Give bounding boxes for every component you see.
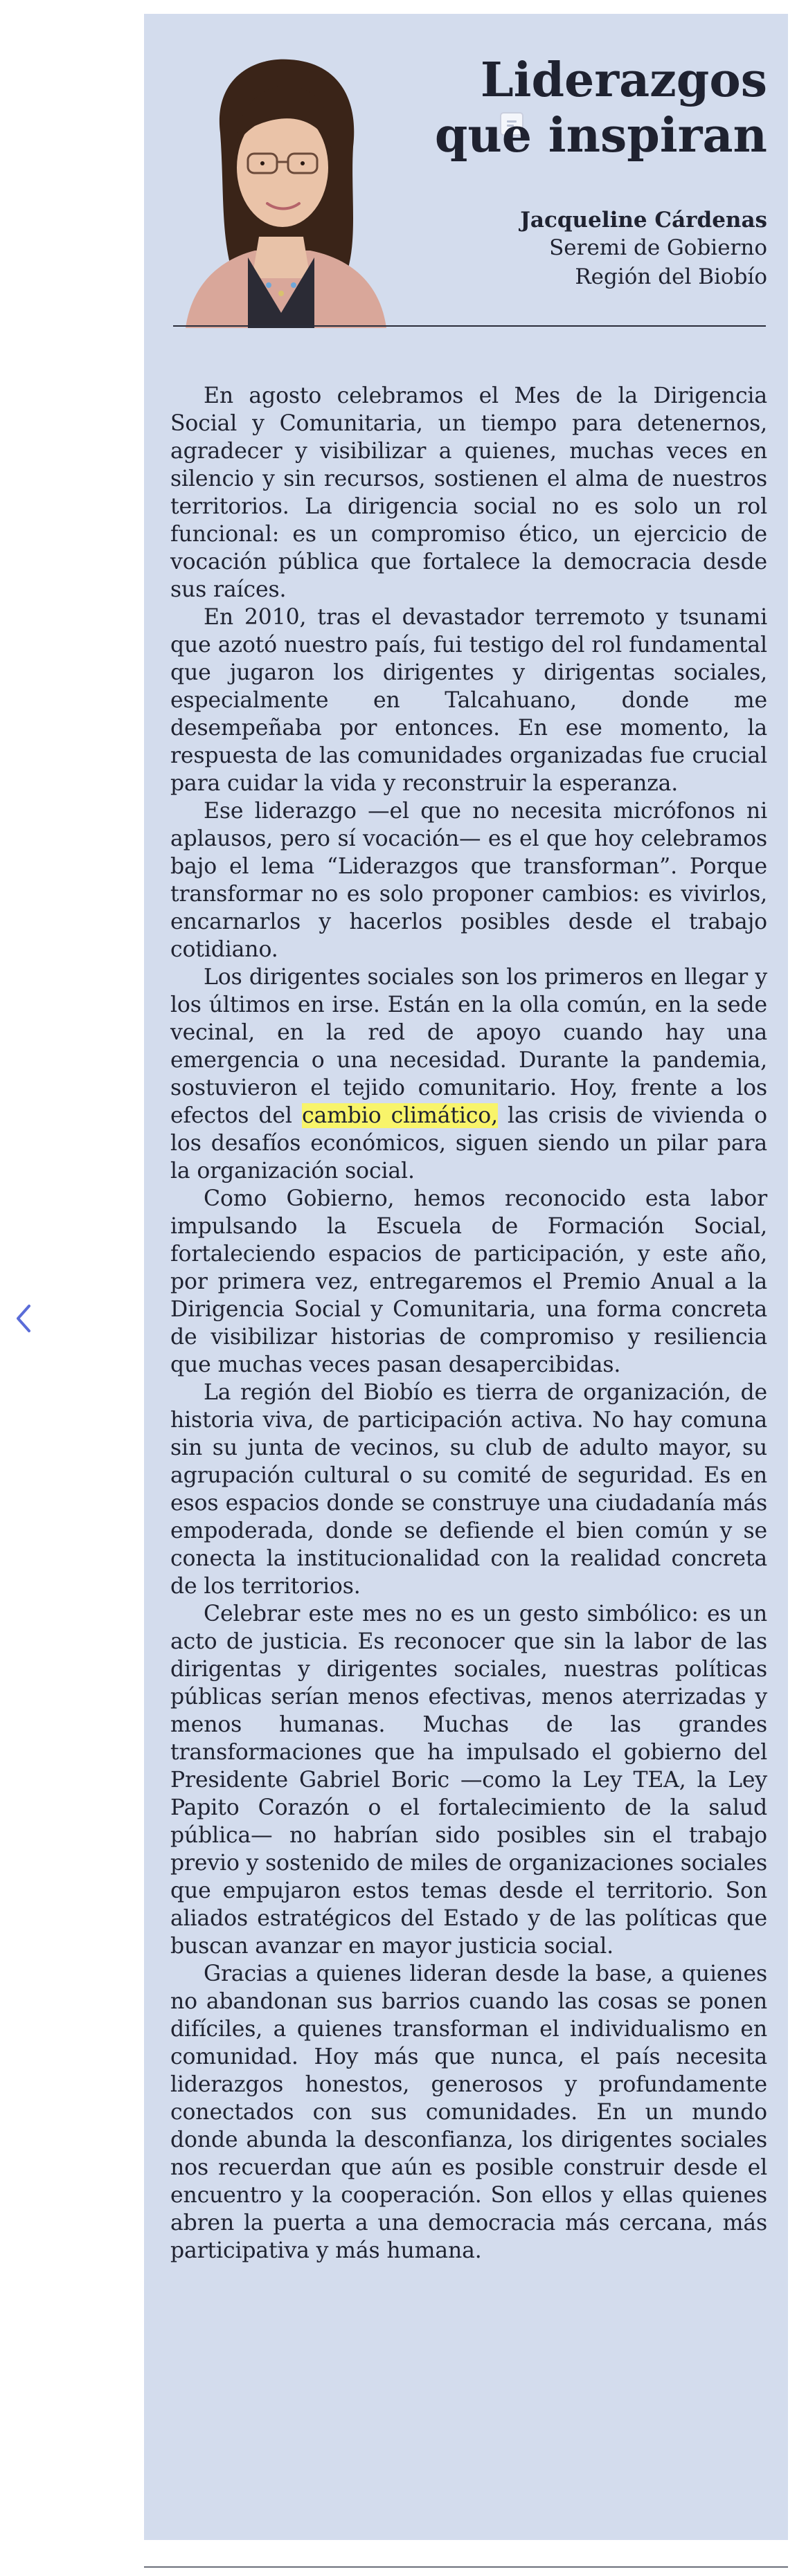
paragraph-text: Los dirigentes sociales son los primeros en llegar y los últimos en irse. Están en la olla común, en la sede vecinal, en la red de apoyo cuando hay una emergencia o una necesidad. Durante la pandemia, sostuvieron el tejido comunitario. Hoy, frente a los efectos del [170, 965, 767, 1128]
paragraph: En 2010, tras el devastador terremoto y tsunami que azotó nuestro país, fui testigo del rol fundamental que jugaron los dirigentes y dirigentas sociales, especialmente en Talcahuano, donde me desempeñaba por entonces. En ese momento, la respuesta de las comunidades organizadas fue crucial para cuidar la vida y reconstruir la esperanza. [170, 605, 767, 796]
chevron-left-icon [8, 1298, 36, 1339]
paragraph: Ese liderazgo —el que no necesita micrófonos ni aplausos, pero sí vocación— es el que hoy celebramos bajo el lema “Liderazgos que transforman”. Porque transformar no es solo proponer cambios: es vivirlos, encarnarlos y hacerlos posibles desde el trabajo cotidiano. [170, 799, 767, 962]
article-body [170, 382, 767, 2265]
author-photo [172, 50, 391, 328]
article-panel [144, 14, 788, 2540]
article-title: Liderazgos que inspiran [434, 53, 767, 163]
highlighted-text[interactable]: cambio climático, [301, 1103, 498, 1128]
paragraph: Gracias a quienes lideran desde la base, a quienes no abandonan sus barrios cuando las cosas se ponen difíciles, a quienes transforman el individualismo en comunidad. Hoy más que nunca, el país necesita liderazgos honestos, generosos y profundamente conectados con sus comunidades. En un mundo donde abunda la desconfianza, los dirigentes sociales nos recuerdan que aún es posible construir desde el encuentro y la cooperación. Son ellos y ellas quienes abren la puerta a una democracia más cercana, más participativa y más humana. [170, 1961, 767, 2263]
paragraph: En agosto celebramos el Mes de la Dirigencia Social y Comunitaria, un tiempo para detenernos, agradecer y visibilizar a quienes, muchas veces en silencio y sin recursos, sostienen el alma de nuestros territorios. La dirigencia social no es solo un rol funcional: es un compromiso ético, un ejercicio de vocación pública que fortalece la democracia desde sus raíces. [170, 383, 767, 602]
paragraph: La región del Biobío es tierra de organización, de historia viva, de participación activa. No hay comuna sin su junta de vecinos, su club de adulto mayor, su agrupación cultural o su comité de seguridad. Es en esos espacios donde se construye una ciudadanía más empoderada, donde se defiende el bien común y se conecta la institucionalidad con la realidad concreta de los territorios. [170, 1380, 767, 1599]
paragraph-text: las crisis de vivienda o los desafíos económicos, siguen siendo un pilar para la organización social. [170, 1103, 767, 1183]
back-button[interactable] [8, 1298, 36, 1339]
author-name: Jacqueline Cárdenas [520, 208, 767, 233]
author-region: Región del Biobío [575, 264, 767, 289]
author-portrait-image [172, 50, 391, 328]
header-divider [173, 325, 766, 327]
bottom-divider [144, 2566, 788, 2568]
paragraph: Como Gobierno, hemos reconocido esta labor impulsando la Escuela de Formación Social, fortaleciendo espacios de participación, y este año, por primera vez, entregaremos el Premio Anual a la Dirigencia Social y Comunitaria, una forma concreta de visibilizar historias de compromiso y resiliencia que muchas veces pasan desapercibidas. [170, 1186, 767, 1377]
paragraph: Celebrar este mes no es un gesto simbólico: es un acto de justicia. Es reconocer que sin la labor de las dirigentas y dirigentes sociales, nuestras políticas públicas serían menos efectivas, menos aterrizadas y menos humanas. Muchas de las grandes transformaciones que ha impulsado el gobierno del Presidente Gabriel Boric —como la Ley TEA, la Ley Papito Corazón o el fortalecimiento de la salud pública— no habrían sido posibles sin el trabajo previo y sostenido de miles de organizaciones sociales que empujaron estos temas desde el territorio. Son aliados estratégicos del Estado y de las políticas que buscan avanzar en mayor justicia social. [170, 1602, 767, 1959]
paragraph [170, 963, 767, 1185]
author-role: Seremi de Gobierno [549, 235, 767, 260]
